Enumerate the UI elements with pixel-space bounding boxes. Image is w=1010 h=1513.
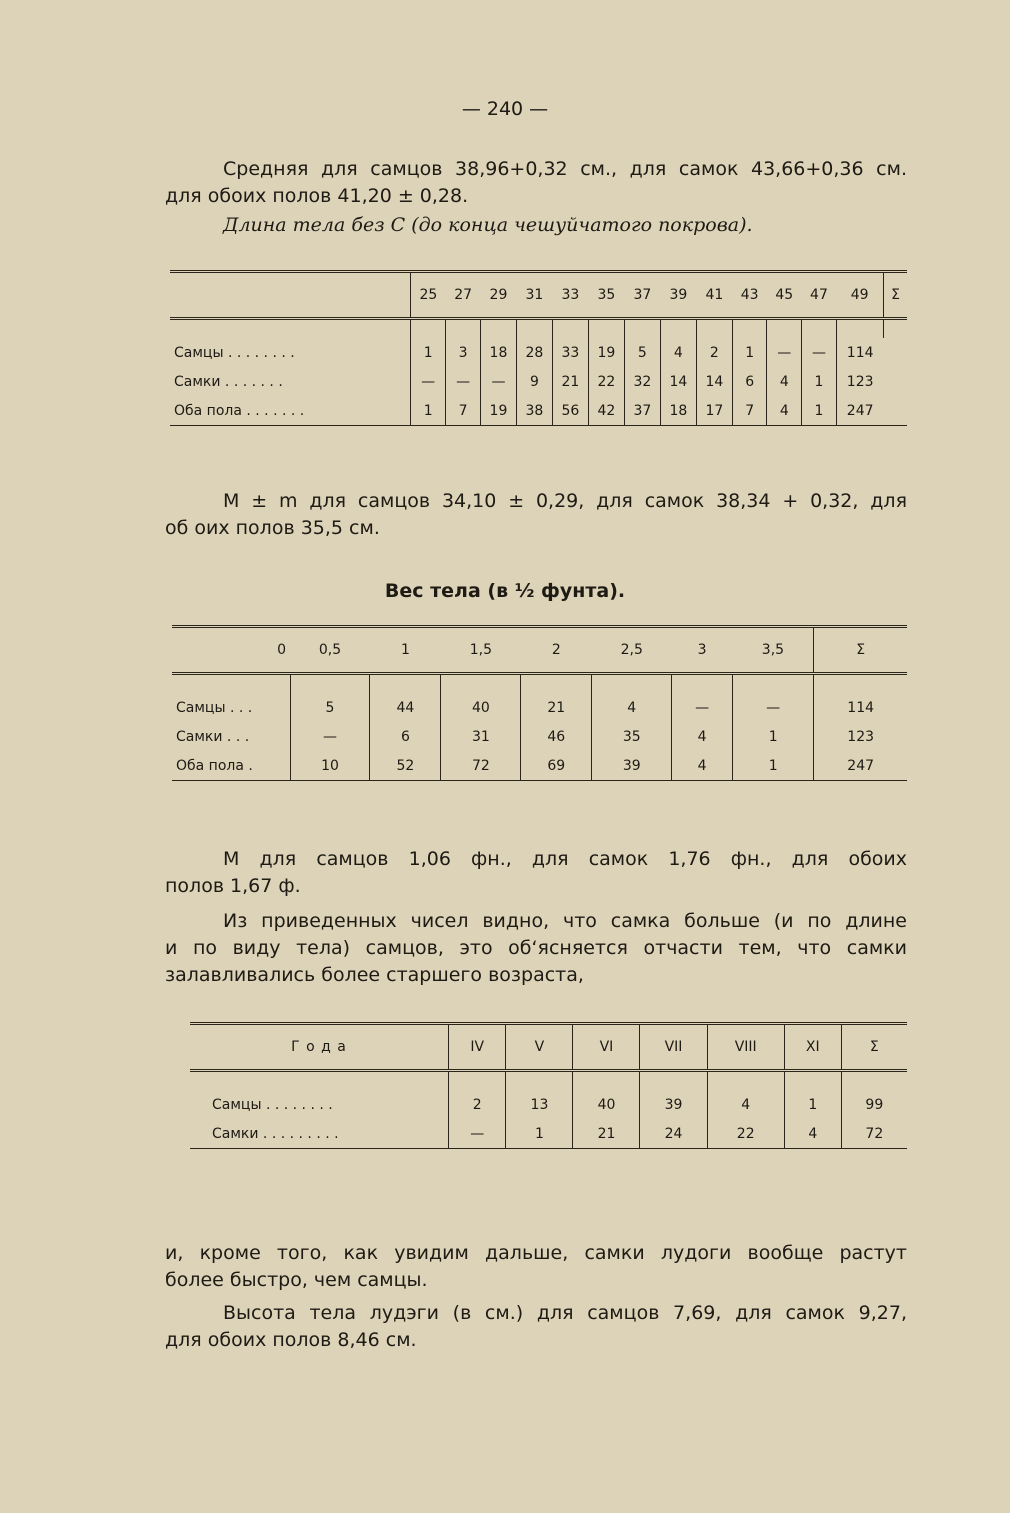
table-cell: 123 bbox=[846, 373, 874, 390]
mean-length-line-1: M ± m для самцов 34,10 ± 0,29, для самок 38,34 + 0,32, для bbox=[223, 490, 907, 512]
mean-weight-paragraph bbox=[165, 846, 907, 900]
table-cell: — bbox=[446, 367, 481, 396]
row-label: Оба пола . bbox=[172, 751, 290, 781]
length-col-header: 35 bbox=[597, 287, 616, 303]
table-cell: 21 bbox=[521, 693, 592, 722]
conclusion-line-1: Из приведенных чисел видно, что самка больше (и по длине bbox=[223, 910, 907, 932]
length-col-header: 45 bbox=[775, 287, 794, 303]
length-col-header: 39 bbox=[669, 287, 688, 303]
table-cell: 114 bbox=[846, 344, 874, 361]
table-cell: 247 bbox=[847, 757, 875, 774]
table-cell: 28 bbox=[516, 338, 552, 367]
table-cell: 4 bbox=[784, 1119, 841, 1149]
length-col-header: 31 bbox=[525, 287, 544, 303]
table-cell: 4 bbox=[660, 338, 696, 367]
years-col-header: VII bbox=[640, 1024, 707, 1071]
table-cell: 69 bbox=[521, 751, 592, 781]
years-row-males bbox=[190, 1090, 907, 1119]
mean-length-paragraph bbox=[165, 488, 907, 542]
length-col-header: 29 bbox=[489, 287, 508, 303]
table-cell bbox=[884, 338, 907, 367]
table-cell: — bbox=[449, 1119, 506, 1149]
table-cell: 2 bbox=[696, 338, 732, 367]
table-cell: 32 bbox=[624, 367, 660, 396]
table-cell: 13 bbox=[506, 1090, 573, 1119]
table-cell: 1 bbox=[784, 1090, 841, 1119]
weight-row-males bbox=[172, 693, 907, 722]
growth-line-2: более быстро, чем самцы. bbox=[165, 1269, 428, 1291]
table-cell: 4 bbox=[767, 367, 802, 396]
table-cell: 2 bbox=[449, 1090, 506, 1119]
table-cell: 14 bbox=[696, 367, 732, 396]
table-cell: 17 bbox=[696, 396, 732, 426]
intro-line-2: для обоих полов 41,20 ± 0,28. bbox=[165, 185, 469, 207]
table-cell: 37 bbox=[624, 396, 660, 426]
table-cell: 6 bbox=[732, 367, 767, 396]
length-col-header: 41 bbox=[705, 287, 724, 303]
height-line-1: Высота тела лудэги (в см.) для самцов 7,69, для самок 9,27, bbox=[223, 1302, 907, 1324]
table-cell: — bbox=[733, 693, 814, 722]
length-col-header: 47 bbox=[810, 287, 828, 303]
weight-col-header: 2,5 bbox=[620, 642, 643, 658]
length-table bbox=[170, 270, 907, 426]
table-cell: 1 bbox=[802, 396, 837, 426]
weight-table-header bbox=[172, 627, 907, 674]
page-number: — 240 — bbox=[461, 98, 549, 120]
table-cell: 1 bbox=[802, 367, 837, 396]
table-cell: 39 bbox=[640, 1090, 707, 1119]
table-cell: 5 bbox=[624, 338, 660, 367]
row-label: Самки . . . . . . . bbox=[170, 367, 411, 396]
table-cell: — bbox=[767, 338, 802, 367]
mean-weight-line-2: полов 1,67 ф. bbox=[165, 875, 301, 897]
table-cell: 4 bbox=[707, 1090, 784, 1119]
height-paragraph bbox=[165, 1300, 907, 1354]
years-header-label: Г о д а bbox=[190, 1024, 449, 1071]
length-heading-text: Длина тела без C (до конца чешуйчатого покрова). bbox=[223, 214, 753, 236]
length-col-header: 33 bbox=[561, 287, 580, 303]
table-cell: 72 bbox=[865, 1125, 884, 1142]
table-cell: 4 bbox=[672, 751, 733, 781]
table-cell: 72 bbox=[441, 751, 521, 781]
table-cell: 18 bbox=[480, 338, 516, 367]
weight-col-header: 0,5 bbox=[318, 642, 342, 658]
intro-paragraph bbox=[165, 156, 907, 210]
weight-col-header: 3,5 bbox=[733, 627, 814, 674]
conclusion-line-2: и по виду тела) самцов, это об‘ясняется отчасти тем, что самки bbox=[165, 937, 907, 959]
table-cell: — bbox=[672, 693, 733, 722]
table-cell: 247 bbox=[846, 402, 874, 419]
table-cell: 1 bbox=[411, 396, 446, 426]
table-cell: 7 bbox=[446, 396, 481, 426]
height-line-2: для обоих полов 8,46 см. bbox=[165, 1329, 417, 1351]
years-col-header: XI bbox=[784, 1024, 841, 1071]
weight-row-both bbox=[172, 751, 907, 781]
length-row-both bbox=[170, 396, 907, 426]
weight-heading: Вес тела (в ½ фунта). bbox=[384, 580, 626, 602]
length-col-header: 25 bbox=[419, 287, 438, 303]
weight-col-header: 2 bbox=[551, 642, 561, 658]
row-label: Оба пола . . . . . . . bbox=[170, 396, 411, 426]
table-cell: 3 bbox=[446, 338, 481, 367]
table-cell: 46 bbox=[521, 722, 592, 751]
years-col-header: V bbox=[506, 1024, 573, 1071]
table-cell: 7 bbox=[732, 396, 767, 426]
table-cell: 35 bbox=[592, 722, 672, 751]
table-cell: 40 bbox=[573, 1090, 640, 1119]
table-cell: 10 bbox=[290, 751, 370, 781]
years-table-header bbox=[190, 1024, 907, 1071]
years-col-header: Σ bbox=[869, 1039, 879, 1055]
table-cell: 1 bbox=[733, 722, 814, 751]
mean-weight-line-1: M для самцов 1,06 фн., для самок 1,76 фн., для обоих bbox=[223, 848, 907, 870]
header-empty-cell bbox=[170, 272, 411, 319]
length-heading bbox=[165, 212, 907, 239]
conclusion-paragraph bbox=[165, 908, 907, 989]
table-cell: 99 bbox=[865, 1096, 884, 1113]
table-cell: 4 bbox=[767, 396, 802, 426]
length-col-header: 49 bbox=[836, 272, 883, 319]
table-cell: 33 bbox=[552, 338, 588, 367]
table-cell: 6 bbox=[370, 722, 441, 751]
table-cell bbox=[884, 396, 907, 426]
table-cell: 22 bbox=[707, 1119, 784, 1149]
table-cell: 39 bbox=[592, 751, 672, 781]
table-cell: 42 bbox=[588, 396, 624, 426]
row-label: Самки . . . . . . . . . bbox=[190, 1119, 449, 1149]
weight-col-header: Σ bbox=[856, 642, 866, 658]
table-cell: 19 bbox=[588, 338, 624, 367]
years-col-header: IV bbox=[449, 1024, 506, 1071]
table-cell: — bbox=[802, 338, 837, 367]
intro-line-1: Средняя для самцов 38,96+0,32 см., для самок 43,66+0,36 см. bbox=[223, 158, 907, 180]
row-label: Самцы . . . bbox=[172, 693, 290, 722]
length-col-header: 27 bbox=[454, 287, 473, 303]
years-table bbox=[190, 1022, 907, 1149]
table-cell: 9 bbox=[516, 367, 552, 396]
table-cell: 1 bbox=[506, 1119, 573, 1149]
growth-line-1: и, кроме того, как увидим дальше, самки лудоги вообще растут bbox=[165, 1242, 907, 1264]
table-cell: 4 bbox=[672, 722, 733, 751]
weight-col-header: 0 bbox=[277, 642, 286, 658]
table-cell: 19 bbox=[480, 396, 516, 426]
table-cell: — bbox=[290, 722, 370, 751]
length-col-header: 37 bbox=[633, 287, 652, 303]
table-cell: 1 bbox=[732, 338, 767, 367]
table-cell: 123 bbox=[847, 728, 875, 745]
table-cell: — bbox=[480, 367, 516, 396]
weight-row-females bbox=[172, 722, 907, 751]
length-col-header: 43 bbox=[740, 287, 759, 303]
table-cell: 40 bbox=[441, 693, 521, 722]
table-cell: 14 bbox=[660, 367, 696, 396]
table-cell: 44 bbox=[370, 693, 441, 722]
table-cell: 24 bbox=[640, 1119, 707, 1149]
weight-col-header: 1 bbox=[400, 642, 410, 658]
length-table-header bbox=[170, 272, 907, 319]
table-cell: 56 bbox=[552, 396, 588, 426]
table-cell: 4 bbox=[592, 693, 672, 722]
table-cell: 18 bbox=[660, 396, 696, 426]
length-col-header: Σ bbox=[891, 287, 900, 303]
length-row-females bbox=[170, 367, 907, 396]
years-col-header: VI bbox=[573, 1024, 640, 1071]
mean-length-line-2: об оих полов 35,5 см. bbox=[165, 517, 380, 539]
table-cell: 5 bbox=[290, 693, 370, 722]
length-row-males bbox=[170, 338, 907, 367]
weight-table bbox=[172, 625, 907, 781]
weight-col-header: 3 bbox=[697, 642, 707, 658]
table-cell: 22 bbox=[588, 367, 624, 396]
conclusion-line-3: залавливались более старшего возраста, bbox=[165, 964, 584, 986]
table-cell bbox=[884, 367, 907, 396]
row-label: Самки . . . bbox=[172, 722, 290, 751]
table-cell: 1 bbox=[411, 338, 446, 367]
table-cell: — bbox=[411, 367, 446, 396]
row-label: Самцы . . . . . . . . bbox=[190, 1090, 449, 1119]
table-cell: 21 bbox=[552, 367, 588, 396]
years-row-females bbox=[190, 1119, 907, 1149]
table-cell: 38 bbox=[516, 396, 552, 426]
table-cell: 31 bbox=[441, 722, 521, 751]
growth-paragraph bbox=[165, 1240, 907, 1294]
weight-col-header: 1,5 bbox=[469, 642, 492, 658]
years-col-header: VIII bbox=[707, 1024, 784, 1071]
row-label: Самцы . . . . . . . . bbox=[170, 338, 411, 367]
table-cell: 114 bbox=[847, 699, 875, 716]
table-cell: 21 bbox=[573, 1119, 640, 1149]
table-cell: 52 bbox=[370, 751, 441, 781]
table-cell: 1 bbox=[733, 751, 814, 781]
